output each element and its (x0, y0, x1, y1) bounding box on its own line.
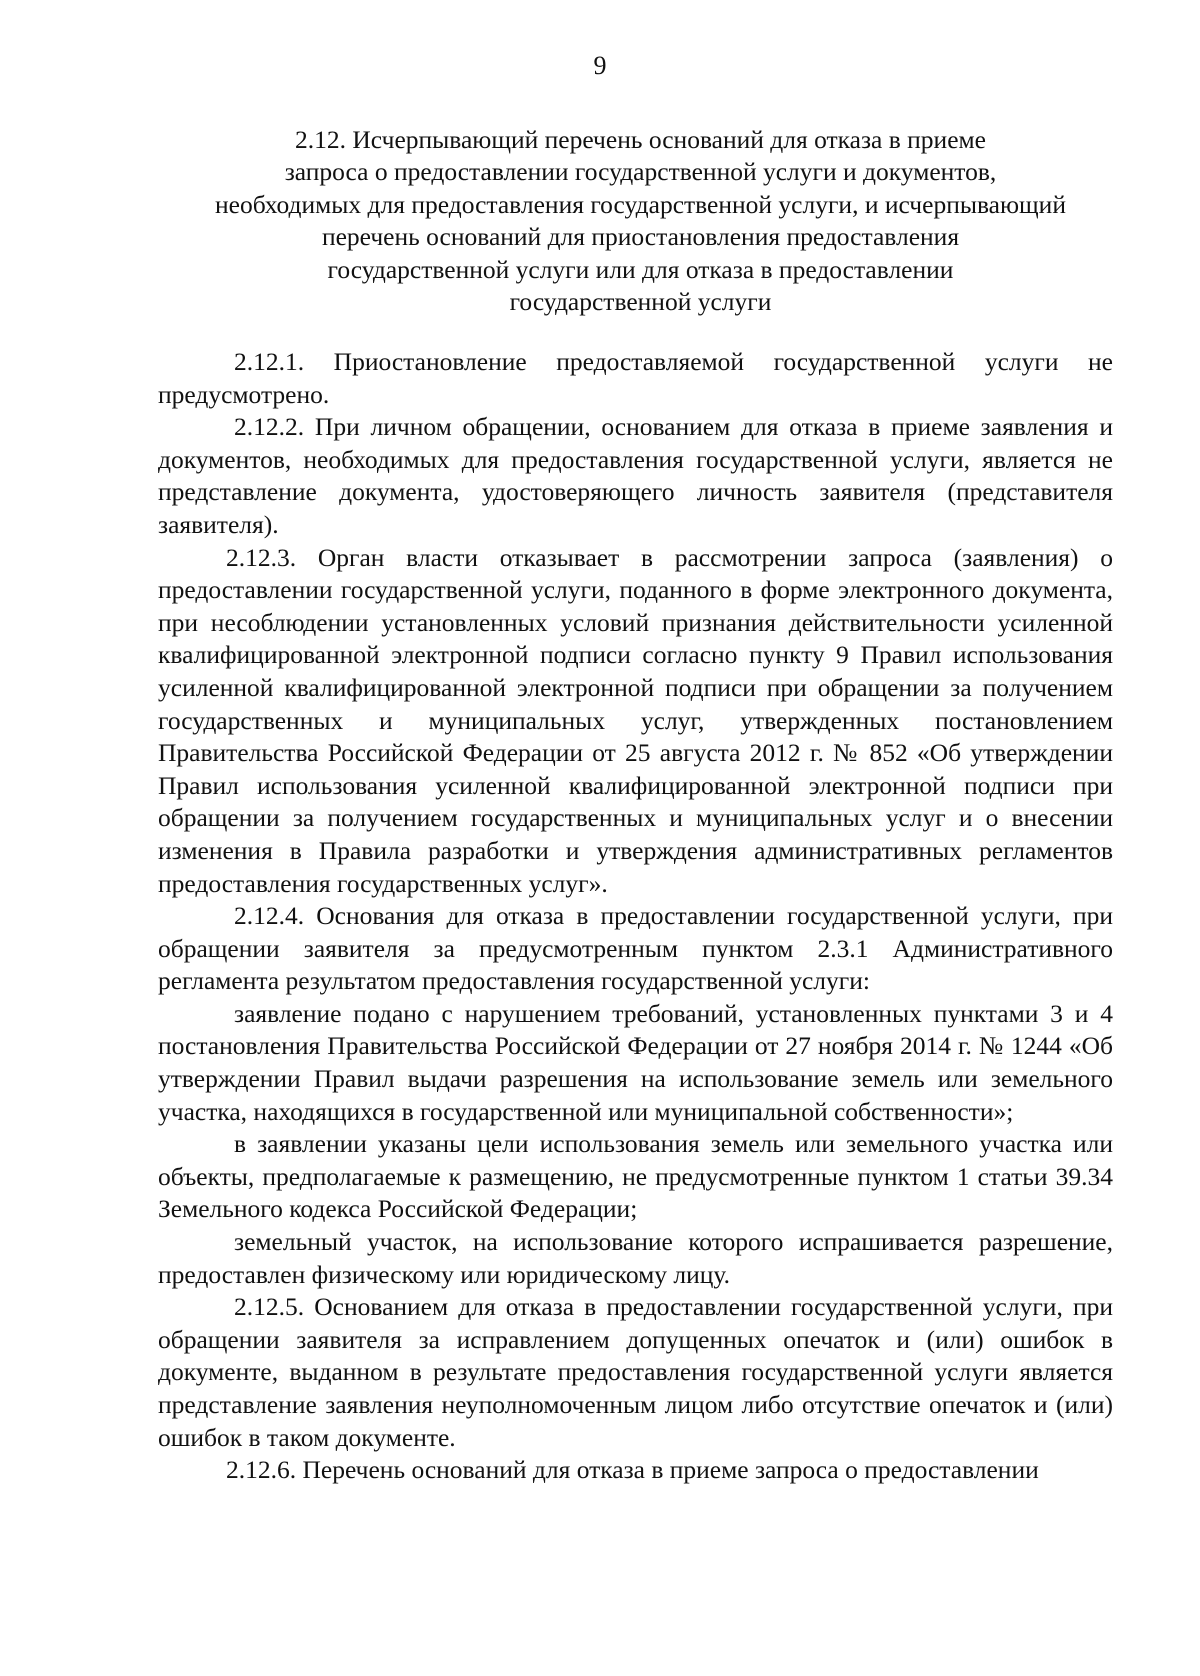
section-heading (168, 124, 1113, 318)
paragraph-2-12-6: 2.12.6. Перечень оснований для отказа в приеме запроса о предоставлении (226, 1455, 1039, 1485)
list-item-2-12-4-a: заявление подано с нарушением требований, установленных пунктами 3 и 4 постановления Правительства Российской Федерации от 27 ноября 2014 г. № 1244 «Об утверждении Правил выдачи разрешения на использование земель или земельного участка, находящихся в государственной или муниципальной собственности»; (158, 998, 1113, 1126)
heading-line: перечень оснований для приостановления предоставления (321, 222, 960, 252)
page-number: 9 (593, 51, 607, 80)
heading-line: государственной услуги (509, 287, 772, 317)
paragraph-2-12-3: 2.12.3. Орган власти отказывает в рассмотрении запроса (заявления) о предоставлении государственной услуги, поданного в форме электронного документа, при несоблюдении установленных условий признания действительности усиленной квалифицированной электронной подписи согласно пункту 9 Правил использования усиленной квалифицированной электронной подписи при обращении за получением государственных и муниципальных услуг, утвержденных постановлением Правительства Российской Федерации от 25 августа 2012 г. № 852 «Об утверждении Правил использования усиленной квалифицированной электронной подписи при обращении за получением государственных и муниципальных услуг и о внесении изменения в Правила разработки и утверждения административных регламентов предоставления государственных услуг». (158, 542, 1113, 898)
document-body (158, 346, 1113, 1487)
heading-line: необходимых для предоставления государственной услуги, и исчерпывающий (215, 189, 1066, 219)
paragraph-2-12-5: 2.12.5. Основанием для отказа в предоставлении государственной услуги, при обращении заявителя за исправлением допущенных опечаток и (или) ошибок в документе, выданном в результате предоставления государственной услуги является представление заявления неуполномоченным лицом либо отсутствие опечаток и (или) ошибок в таком документе. (158, 1292, 1113, 1452)
heading-line: запроса о предоставлении государственной услуги и документов, (284, 157, 997, 187)
list-item-2-12-4-c: земельный участок, на использование которого испрашивается разрешение, предоставлен физическому или юридическому лицу. (158, 1227, 1113, 1289)
paragraph-2-12-2: 2.12.2. При личном обращении, основанием для отказа в приеме заявления и документов, необходимых для предоставления государственной услуги, является не представление документа, удостоверяющего личность заявителя (представителя заявителя). (158, 412, 1113, 539)
heading-line: 2.12. Исчерпывающий перечень оснований для отказа в приеме (295, 125, 986, 154)
paragraph-2-12-4: 2.12.4. Основания для отказа в предоставлении государственной услуги, при обращении заявителя за предусмотренным пунктом 2.3.1 Административного регламента результатом предоставления государственной услуги: (158, 901, 1113, 996)
list-item-2-12-4-b: в заявлении указаны цели использования земель или земельного участка или объекты, предполагаемые к размещению, не предусмотренные пунктом 1 статьи 39.34 Земельного кодекса Российской Федерации; (158, 1129, 1113, 1224)
paragraph-2-12-1: 2.12.1. Приостановление предоставляемой государственной услуги не предусмотрено. (158, 347, 1113, 409)
heading-line: государственной услуги или для отказа в предоставлении (327, 254, 954, 284)
